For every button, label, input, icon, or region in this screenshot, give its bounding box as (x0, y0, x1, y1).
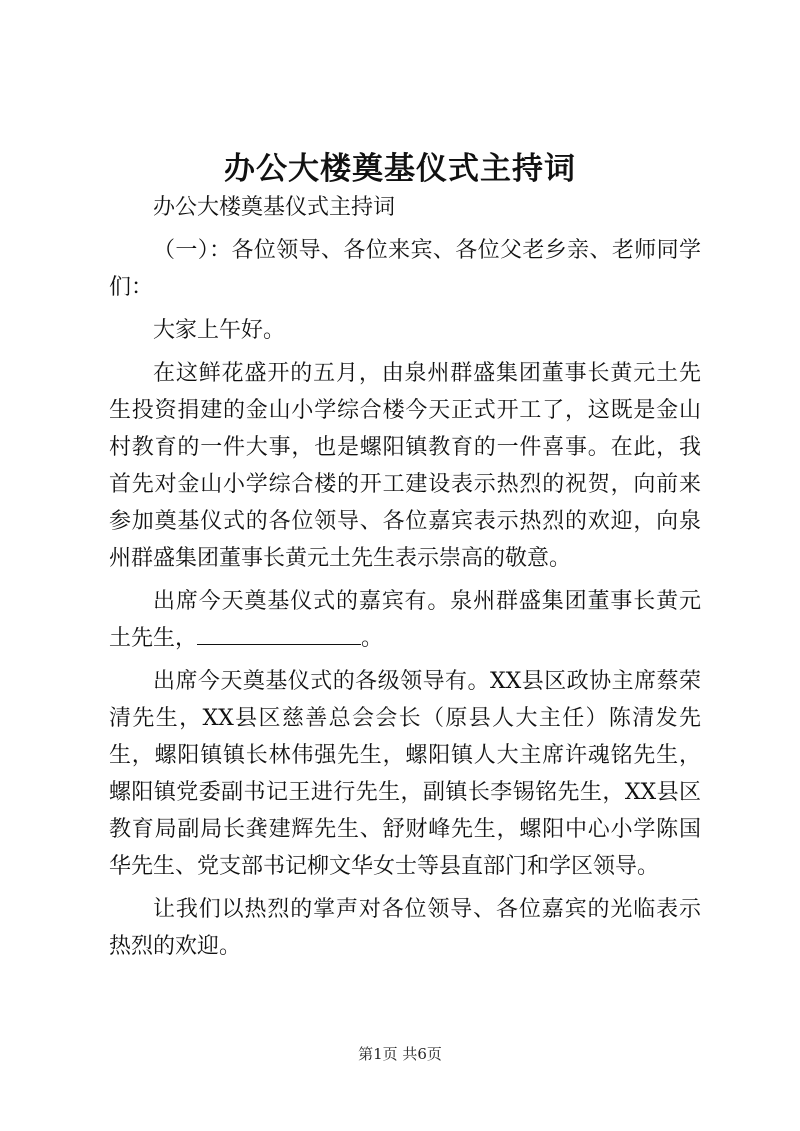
document-body (109, 189, 701, 971)
applause-paragraph: 让我们以热烈的掌声对各位领导、各位嘉宾的光临表示热烈的欢迎。 (109, 897, 701, 959)
blank-fill-line (197, 624, 361, 645)
salutation-paragraph: 大家上午好。 (153, 318, 286, 343)
guests-paragraph (109, 583, 701, 657)
leaders-paragraph: 出席今天奠基仪式的各级领导有。XX县区政协主席蔡荣清先生，XX县区慈善总会会长（原县人大主任）陈清发先生，螺阳镇镇长林伟强先生，螺阳镇人大主席许魂铭先生，螺阳镇党委副书记王进行先生，副镇长李锡铭先生，XX县区教育局副局长龚建辉先生、舒财峰先生，螺阳中心小学陈国华先生、党支部书记柳文华女士等县直部门和学区领导。 (109, 669, 701, 879)
subtitle-paragraph: 办公大楼奠基仪式主持词 (153, 195, 396, 220)
greeting-paragraph: （一）：各位领导、各位来宾、各位父老乡亲、老师同学们： (109, 238, 701, 300)
page-footer: 第1页 共6页 (358, 1045, 442, 1063)
opening-paragraph: 在这鲜花盛开的五月，由泉州群盛集团董事长黄元土先生投资捐建的金山小学综合楼今天正式开工了，这既是金山村教育的一件大事，也是螺阳镇教育的一件喜事。在此，我首先对金山小学综合楼的开工建设表示热烈的祝贺，向前来参加奠基仪式的各位领导、各位嘉宾表示热烈的欢迎，向泉州群盛集团董事长黄元土先生表示崇高的敬意。 (109, 361, 701, 571)
guests-text: 出席今天奠基仪式的嘉宾有。泉州群盛集团董事长黄元土先生， (109, 589, 701, 651)
document-title: 办公大楼奠基仪式主持词 (224, 151, 576, 187)
guests-end: 。 (361, 626, 384, 651)
